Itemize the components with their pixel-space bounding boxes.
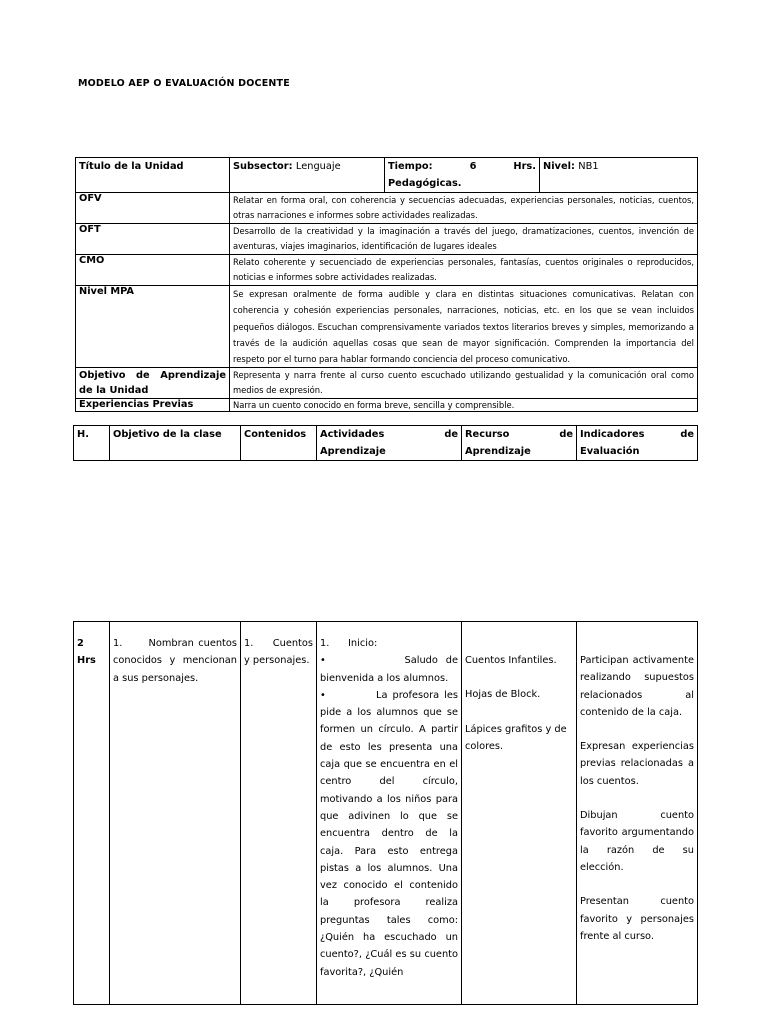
document-title: MODELO AEP O EVALUACIÓN DOCENTE [78, 78, 290, 89]
header-word: de [680, 429, 694, 440]
tiempo-label: Tiempo: [388, 161, 433, 172]
indicador-item: Expresan experiencias previas relacionadas a los cuentos. [580, 741, 694, 787]
table-row [76, 193, 698, 224]
ofv-label: OFV [76, 193, 230, 224]
objetivo-label-word: Objetivo [79, 370, 126, 382]
hours-cell [74, 622, 110, 1005]
objetivo-label-line2: de la Unidad [79, 385, 149, 397]
objetivo-unidad-label [76, 368, 230, 399]
tiempo-unit: Hrs. [513, 161, 536, 172]
cmo-value: Relato coherente y secuenciado de experiencias personales, fantasías, cuentos originales o reproducidos, noticias e informes sobre actividades realizadas. [230, 255, 698, 286]
header-word: Aprendizaje [465, 446, 531, 457]
table-row [76, 158, 698, 193]
oft-label: OFT [76, 224, 230, 255]
actividades-cell [317, 622, 462, 1005]
header-word: Actividades [320, 429, 385, 440]
hours-header: H. [74, 426, 110, 461]
recursos-cell [462, 622, 577, 1005]
ofv-value: Relatar en forma oral, con coherencia y secuencias adecuadas, experiencias personales, noticias, cuentos, otras narraciones e informes sobre actividades realizadas. [230, 193, 698, 224]
subsector-cell [230, 158, 385, 193]
indicadores-cell [577, 622, 698, 1005]
table-row [76, 224, 698, 255]
indicadores-header [577, 426, 698, 461]
header-word: Aprendizaje [320, 446, 386, 457]
unit-title-label: Título de la Unidad [76, 158, 230, 193]
recurso-item: Hojas de Block. [465, 689, 541, 701]
subsector-value: Lenguaje [295, 161, 341, 172]
objetivo-clase-header: Objetivo de la clase [110, 426, 241, 461]
unit-info-table [75, 157, 698, 412]
indicador-item: Participan activamente realizando supuestos relacionados al contenido de la caja. [580, 655, 694, 718]
oft-value: Desarrollo de la creatividad y la imaginación a través del juego, dramatizaciones, cuentos, invención de aventuras, viajes imaginarios, identificación de lugares ideales [230, 224, 698, 255]
table-row [76, 399, 698, 412]
header-word: de [559, 429, 573, 440]
header-word: Evaluación [580, 446, 640, 457]
objetivo-clase-text: 1. Nombran cuentos conocidos y mencionan a sus personajes. [113, 638, 241, 684]
actividades-header [317, 426, 462, 461]
experiencias-value: Narra un cuento conocido en forma breve, sencilla y comprensible. [230, 399, 698, 412]
tiempo-value: 6 [469, 161, 477, 172]
header-word: de [444, 429, 458, 440]
mpa-label: Nivel MPA [76, 286, 230, 368]
recurso-item: Lápices grafitos y de colores. [465, 723, 567, 752]
hours-value: 2 [77, 638, 84, 649]
nivel-cell [540, 158, 698, 193]
hours-unit: Hrs [77, 655, 96, 667]
nivel-value: NB1 [578, 161, 599, 172]
table-row [76, 286, 698, 368]
tiempo-cell [385, 158, 540, 193]
experiencias-label: Experiencias Previas [76, 399, 230, 412]
actividades-paragraph: • Saludo de bienvenida a los alumnos. [320, 655, 462, 684]
actividades-paragraph: • La profesora les pide a los alumnos que se formen un círculo. A partir de esto les presenta una caja que se encuentra en el centro del círculo, motivando a los niños para que adivinen lo que se encuentra dentro de la caja. Para esto entrega pistas a los alumnos. Una vez conocido el contenido la profesora realiza preguntas tales como: ¿Quién ha escuchado un cuento?, ¿Cuál es su cuento favorita?, ¿Quién [320, 689, 462, 978]
cmo-label: CMO [76, 255, 230, 286]
class-plan-table [73, 621, 698, 1005]
table-row [76, 368, 698, 399]
objetivo-label-word: Aprendizaje [160, 370, 226, 382]
objetivo-clase-cell [110, 622, 241, 1005]
objetivo-unidad-value: Representa y narra frente al curso cuento escuchado utilizando gestualidad y la comunicación oral como medios de expresión. [230, 368, 698, 399]
table-row [76, 255, 698, 286]
recurso-item: Cuentos Infantiles. [465, 655, 557, 666]
contenidos-cell [241, 622, 317, 1005]
indicador-item: Presentan cuento favorito y personajes frente al curso. [580, 896, 694, 942]
objetivo-label-word: de [136, 370, 150, 382]
header-word: Indicadores [580, 429, 645, 440]
nivel-label: Nivel: [543, 161, 575, 172]
actividades-inicio: 1. Inicio: [320, 638, 378, 649]
indicador-item: Dibujan cuento favorito argumentando la razón de su elección. [580, 810, 694, 873]
recurso-header [462, 426, 577, 461]
subsector-label: Subsector: [233, 161, 293, 172]
contenidos-text: 1. Cuentos y personajes. [244, 638, 317, 667]
class-header-table [73, 425, 698, 461]
mpa-value: Se expresan oralmente de forma audible y clara en distintas situaciones comunicativas. Relatan con coherencia y cohesión experiencias personales, narraciones, noticias, etc. en los que se vean incluidos pequeños diálogos. Escuchan comprensivamente variados textos literarios breves y simples, memorizando a través de la audición aquellas cosas que sean de mayor significación. Comprenden la importancia del respeto por el turno para hablar formando conciencia del proceso comunicativo. [230, 286, 698, 368]
contenidos-header: Contenidos [241, 426, 317, 461]
header-word: Recurso [465, 429, 510, 440]
tiempo-line2: Pedagógicas. [388, 178, 462, 189]
table-row [74, 426, 698, 461]
table-row [74, 622, 698, 1005]
